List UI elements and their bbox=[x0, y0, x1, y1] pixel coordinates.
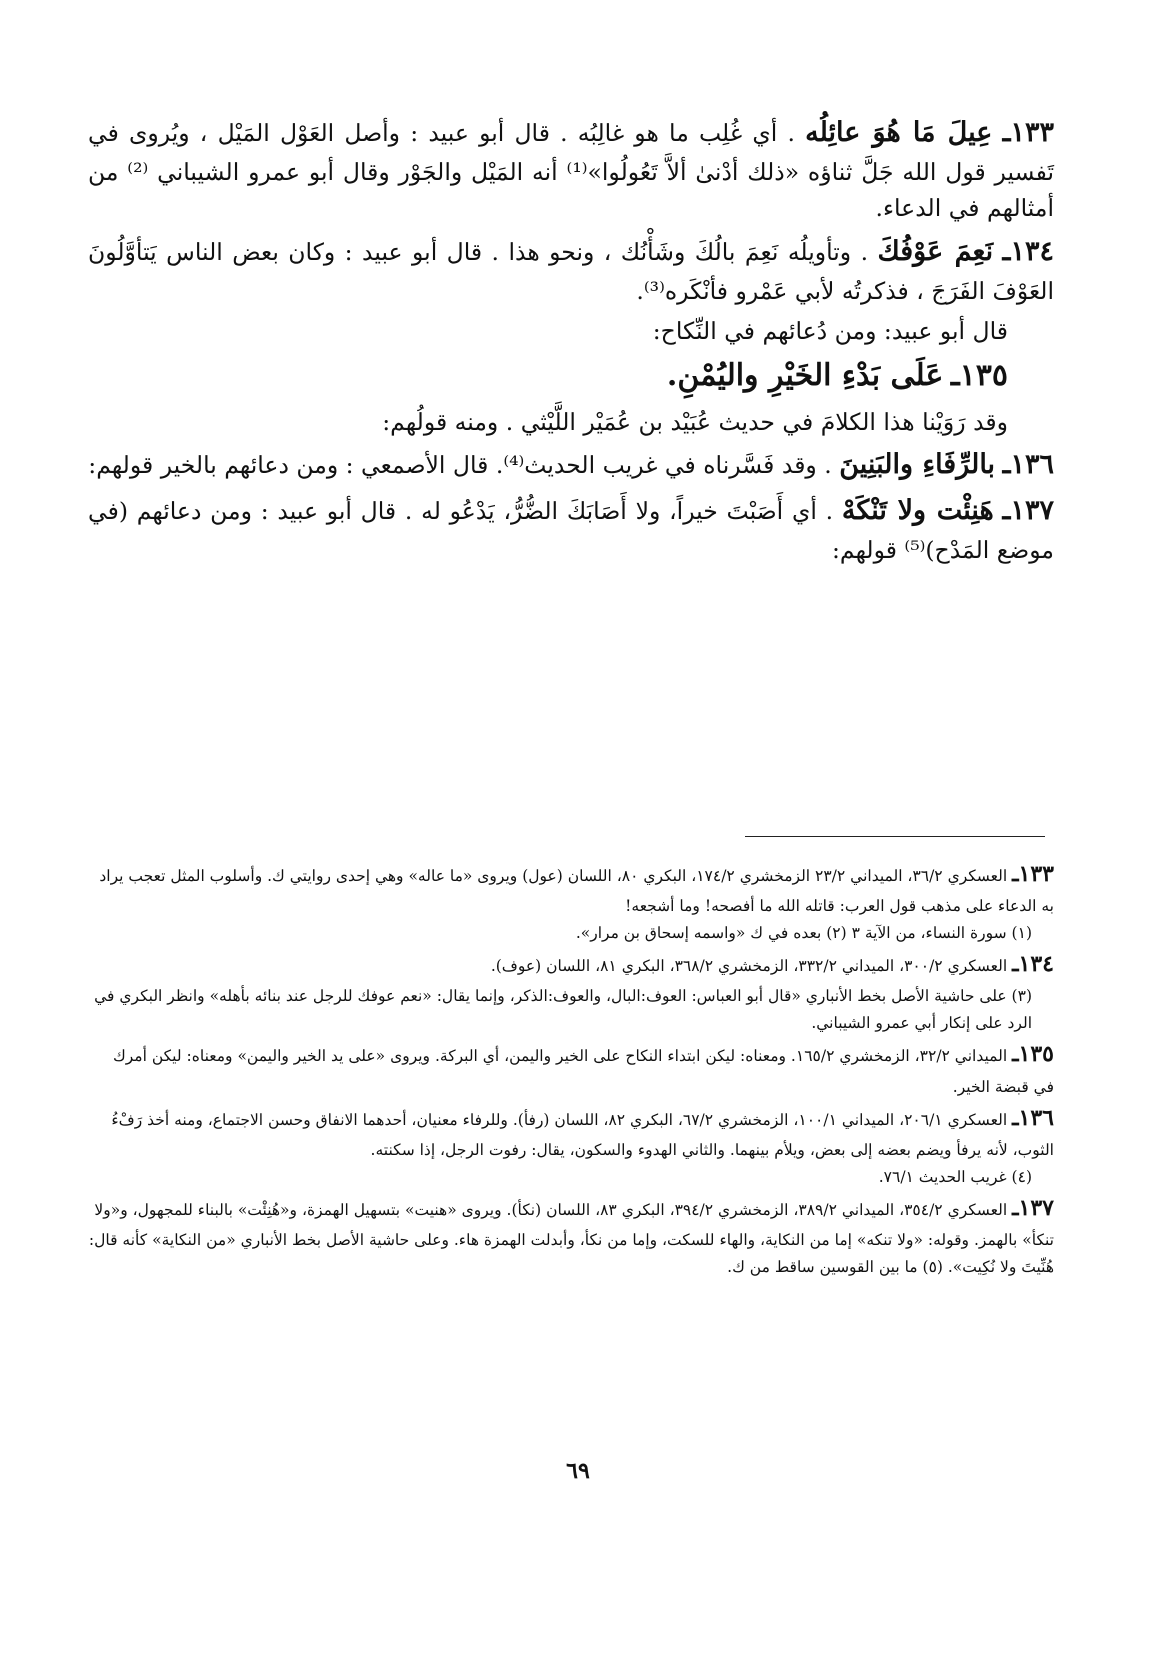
footnotes bbox=[88, 856, 1054, 1280]
footnote bbox=[88, 920, 1054, 946]
footnote-text: (٤) غريب الحديث ٧٦/١. bbox=[878, 1167, 1032, 1186]
footnote-number: ١٣٦ـ bbox=[1012, 1104, 1054, 1131]
main-text bbox=[88, 112, 1054, 572]
explanation: . أي غُلِب ما هو غالِبُه . قال أبو عبيد : وأصل العَوْل المَيْل ، ويُروى في تَفسير قول الله جَلَّ ثناؤه «ذلك أدْنىٰ ألاَّ تَعُولُوا»⁽¹⁾ أنه المَيْل والجَوْر وقال أبو عمرو الشيباني ⁽²⁾ من أمثالهم في الدعاء. bbox=[88, 119, 1055, 223]
footnote-text: الميداني ٣٢/٢، الزمخشري ١٦٥/٢. ومعناه: ليكن ابتداء النكاح على الخير واليمن، أي البركة. ويروى «على يد الخير واليمن» ومعناه: ليكن أمرك في قبضة الخير. bbox=[112, 1047, 1054, 1096]
footnote-number: ١٣٥ـ bbox=[1012, 1041, 1054, 1068]
footnote bbox=[88, 1100, 1054, 1164]
entry-137 bbox=[88, 490, 1054, 568]
entry-number: ١٣٣ـ bbox=[1002, 117, 1054, 148]
narration-line: قال أبو عبيد: ومن دُعائهم في النِّكاح: bbox=[652, 316, 1008, 345]
footnote-divider bbox=[745, 836, 1045, 837]
footnote bbox=[88, 856, 1054, 920]
footnote-number: ١٣٧ـ bbox=[1012, 1194, 1054, 1221]
proverb: عَلَى بَدْءِ الخَيْرِ واليُمْنِ. bbox=[666, 358, 944, 394]
footnote bbox=[88, 983, 1054, 1036]
explanation: . وقد فَسَّرناه في غريب الحديث⁽⁴⁾. قال الأصمعي : ومن دعائهم بالخير قولهم: bbox=[88, 451, 832, 480]
explanation: . أي أَصَبْتَ خيراً، ولا أَصَابَكَ الضُّرُّ، يَدْعُو له . قال أبو عبيد : ومن دعائهم (في موضع المَدْح)⁽⁵⁾ قولهم: bbox=[88, 497, 1054, 564]
footnote-number: ١٣٣ـ bbox=[1012, 861, 1054, 887]
entry-number: ١٣٤ـ bbox=[1002, 235, 1054, 267]
entry-number: ١٣٧ـ bbox=[1002, 495, 1054, 527]
footnote bbox=[88, 1190, 1054, 1280]
footnote-text: العسكري ٣٦/٢، الميداني ٢٣/٢ الزمخشري ١٧٤/٢، البكري ٨٠، اللسان (عول) ويروى «ما عاله» وهي إحدى روايتي ك. وأسلوب المثل تعجب يراد به الدعاء على مذهب قول العرب: قاتله الله ما أفصحه! وما أشجعه! bbox=[99, 867, 1054, 916]
footnote-text: العسكري ٣٥٤/٢، الميداني ٣٨٩/٢، الزمخشري ٣٩٤/٢، البكري ٨٣، اللسان (نكأ). ويروى «هنيت» بتسهيل الهمزة، و«هُنِئْت» بالبناء للمجهول، و«ولا تنكأ» بالهمز. وقوله: «ولا تنكه» إما من النكاية، والهاء للسكت، وإما من نكأ، وأبدلت الهمزة هاء. وعلى حاشية الأصل بخط الأنباري «من النكاية» كأنه قال: هُنِّيتَ ولا نُكِيت». (٥) ما بين القوسين ساقط من ك. bbox=[88, 1200, 1054, 1276]
footnote bbox=[88, 946, 1054, 983]
footnote-text: (٣) على حاشية الأصل بخط الأنباري «قال أبو العباس: العوف:البال، والعوف:الذكر، وإنما يقال: «نعم عوفك للرجل عند بنائه بأهله» وانظر البكري في الرد على إنكار أبي عمرو الشيباني. bbox=[94, 987, 1032, 1032]
narration-line: وقد رَوَيْنا هذا الكلامَ في حديث عُبَيْد بن عُمَيْر اللَّيْثي . ومنه قولُهم: bbox=[382, 407, 1008, 436]
footnote bbox=[88, 1036, 1054, 1100]
footnote-text: (١) سورة النساء، من الآية ٣ (٢) بعده في ك «واسمه إسحاق بن مرار». bbox=[575, 923, 1032, 942]
entry-number: ١٣٦ـ bbox=[1002, 449, 1054, 481]
footnote-number: ١٣٤ـ bbox=[1012, 951, 1054, 978]
proverb: نَعِمَ عَوْفُكَ bbox=[877, 235, 994, 267]
explanation: . وتأويلُه نَعِمَ بالُكَ وشَأْنُك ، ونحو هذا . قال أبو عبيد : وكان بعض الناس يَتأوَّلُونَ العَوْفَ الفَرَجَ ، فذكرتُه لأبي عَمْرو فأنْكَره⁽³⁾. bbox=[88, 237, 1054, 305]
proverb: عِيلَ مَا هُوَ عائِلُه bbox=[805, 117, 993, 148]
entry-133 bbox=[88, 112, 1054, 227]
footnote-text: العسكري ٢٠٦/١، الميداني ١٠٠/١، الزمخشري ٦٧/٢، البكري ٨٢، اللسان (رفأ). وللرفاء معنيان، أحدهما الانفاق وحسن الاجتماع، ومنه أخذ رَفْءُ الثوب، لأنه يرفأ ويضم بعضه إلى بعض، ويلأم بينهما. والثاني الهدوء والسكون، يقال: رفوت الرجل، إذا سكنته. bbox=[111, 1110, 1054, 1160]
proverb: هَنِئْت ولا تَنْكَهْ bbox=[841, 495, 994, 527]
entry-number: ١٣٥ـ bbox=[950, 358, 1008, 394]
page-number: ٦٩ bbox=[566, 1458, 590, 1484]
footnote-text: العسكري ٣٠٠/٢، الميداني ٣٣٢/٢، الزمخشري ٣٦٨/٢، البكري ٨١، اللسان (عوف). bbox=[490, 957, 1008, 976]
entry-135 bbox=[88, 353, 1054, 400]
entry-136 bbox=[88, 444, 1054, 486]
proverb: بالرِّفَاءِ والبَنِينَ bbox=[839, 449, 996, 481]
entry-134 bbox=[88, 231, 1054, 309]
footnote bbox=[88, 1164, 1054, 1190]
